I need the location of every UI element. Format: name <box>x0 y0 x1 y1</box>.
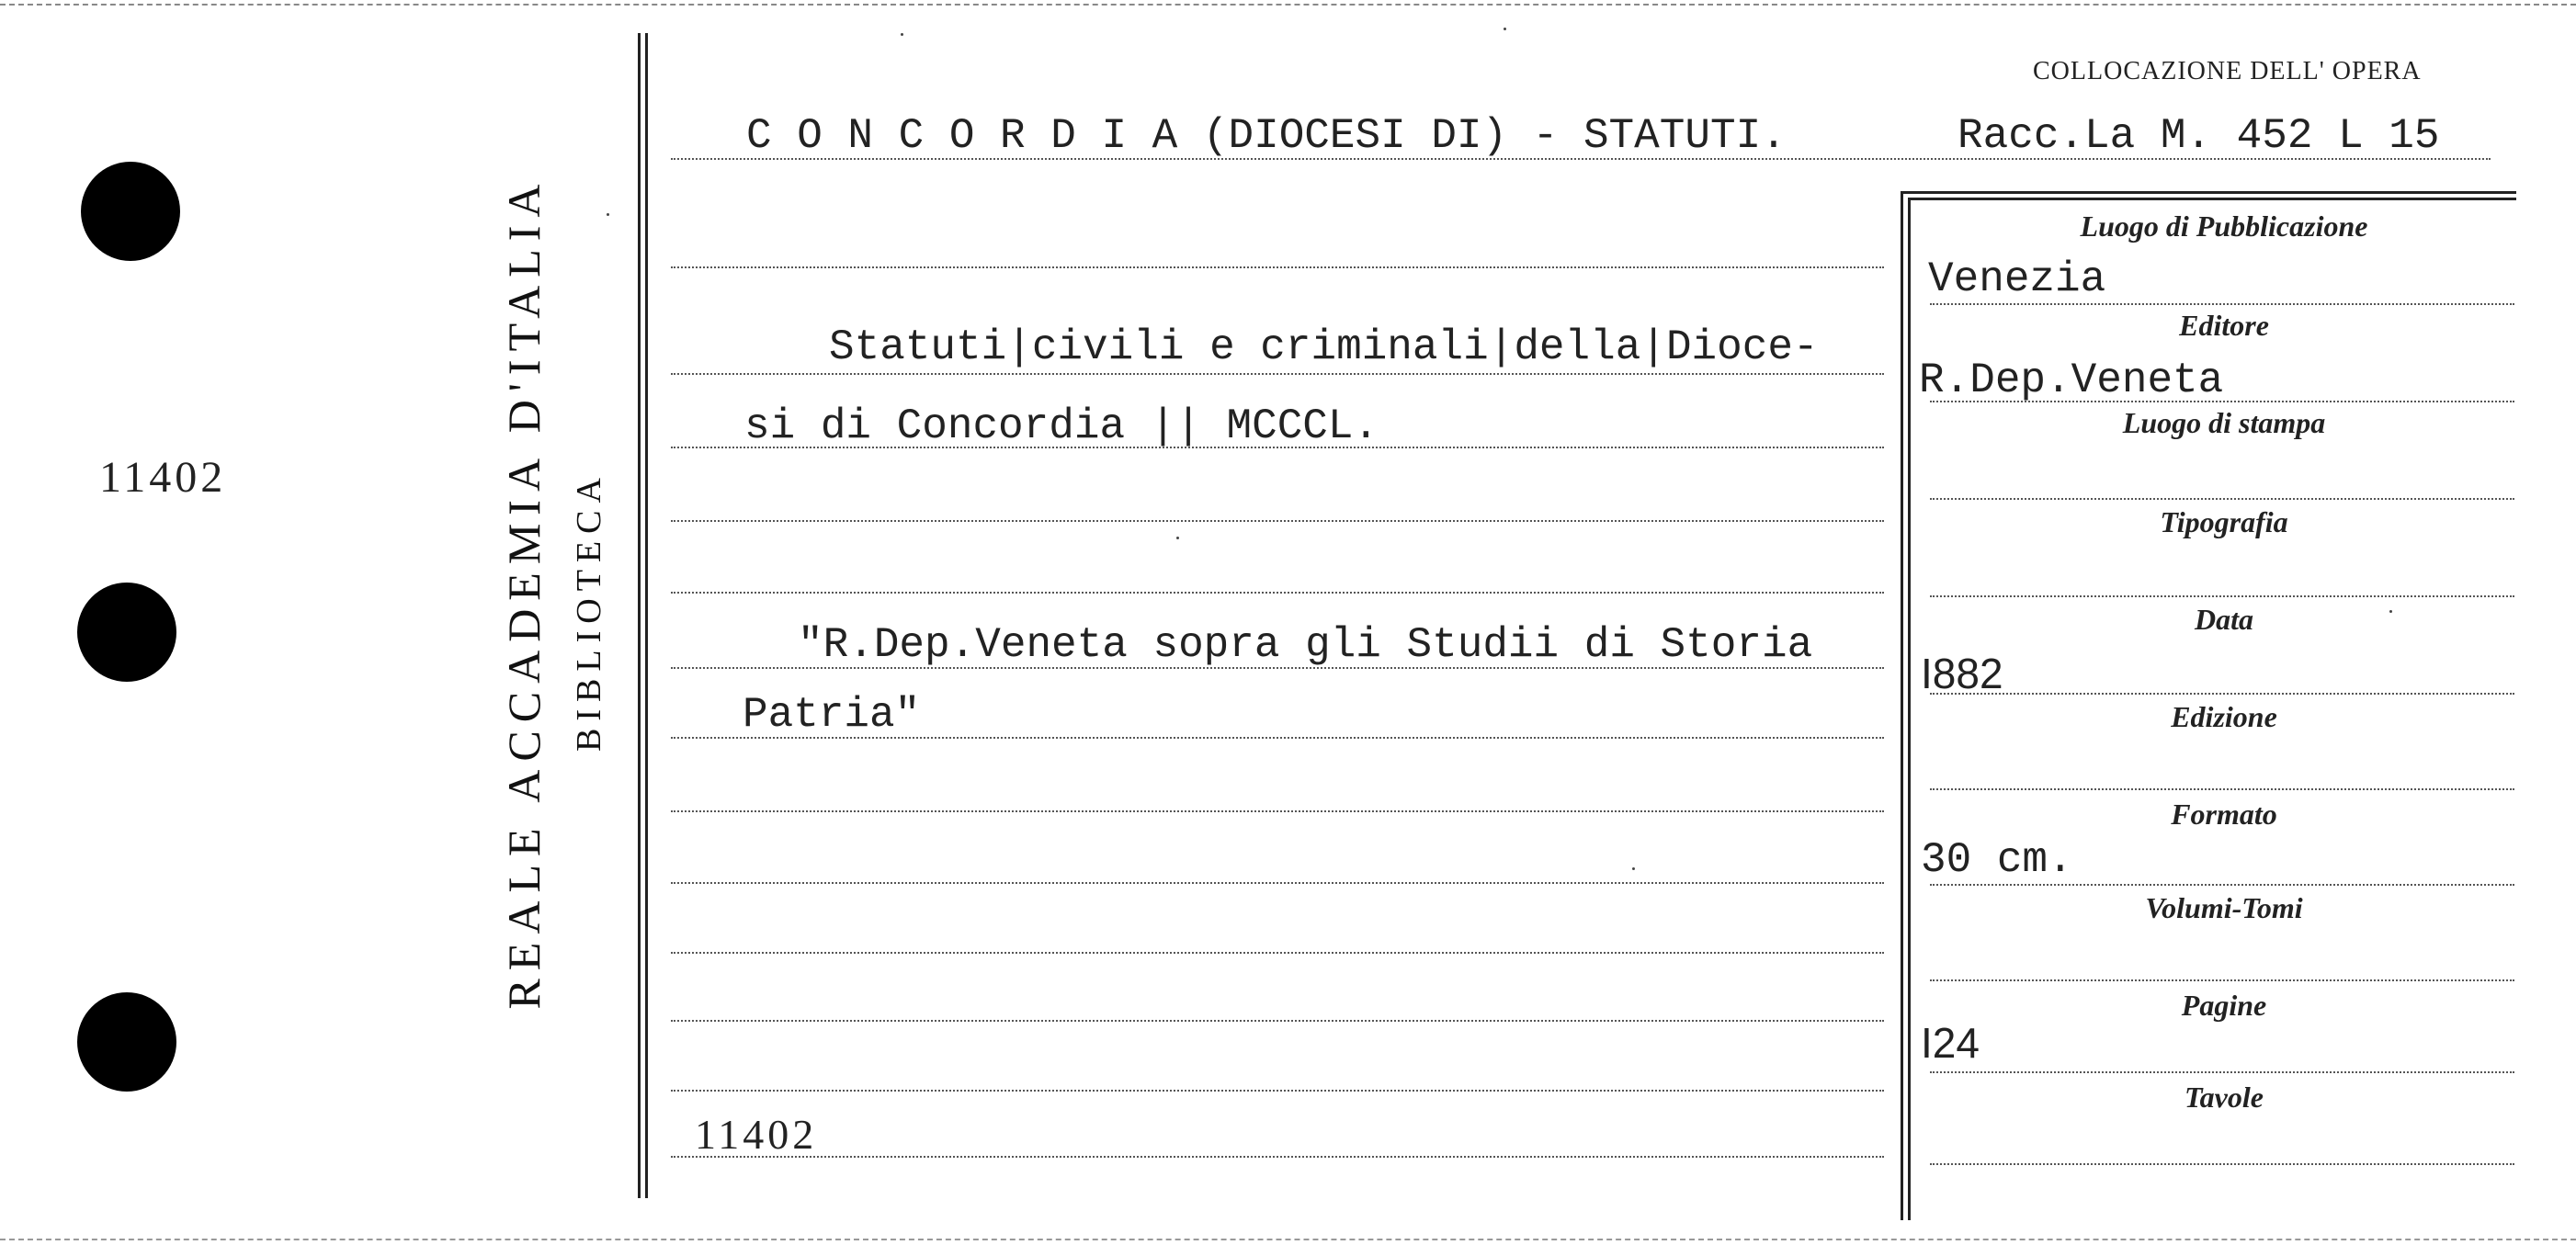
rline-4 <box>1930 595 2514 597</box>
line-13 <box>671 1090 1884 1092</box>
punch-hole-middle <box>77 583 176 682</box>
label-editore: Editore <box>2179 309 2269 342</box>
rline-7 <box>1930 884 2514 886</box>
series-line-2: Patria" <box>743 691 921 739</box>
rline-10 <box>1930 1163 2514 1165</box>
label-luogo-stampa: Luogo di stampa <box>2122 406 2326 439</box>
right-box-rule-b <box>1908 198 1911 1220</box>
title-line-2: si di Concordia || MCCCL. <box>744 402 1379 450</box>
line-9 <box>671 810 1884 812</box>
value-editore: R.Dep.Veneta <box>1919 357 2224 404</box>
rline-6 <box>1930 788 2514 790</box>
speck <box>1632 867 1635 870</box>
bottom-inventory-number: 11402 <box>695 1111 818 1158</box>
label-volumi-tomi: Volumi-Tomi <box>2145 891 2303 924</box>
title-line-1: Statuti|civili e criminali|della|Dioce- <box>829 323 1819 371</box>
punch-hole-top <box>81 162 180 261</box>
institution-vertical-label: REALE ACCADEMIA D'ITALIA <box>498 175 550 1010</box>
rline-3 <box>1930 498 2514 500</box>
value-pagine: I24 <box>1921 1019 1980 1067</box>
rline-2 <box>1930 401 2514 402</box>
rline-1 <box>1930 303 2514 305</box>
collocation-value: Racc.La M. 452 L 15 <box>1958 112 2440 160</box>
collocation-label: COLLOCAZIONE DELL' OPERA <box>2033 57 2422 85</box>
line-6 <box>671 592 1884 594</box>
bottom-edge-line <box>0 1239 2576 1240</box>
label-tavole: Tavole <box>2184 1081 2264 1114</box>
speck <box>1176 537 1179 539</box>
label-luogo-pubblicazione: Luogo di Pubblicazione <box>2080 209 2368 243</box>
heading-subject: C O N C O R D I A (DIOCESI DI) - STATUTI. <box>746 112 1787 160</box>
right-box-rule-a <box>1901 191 1903 1220</box>
series-line-1: "R.Dep.Veneta sopra gli Studii di Storia <box>798 621 1813 669</box>
rline-8 <box>1930 979 2514 981</box>
line-11 <box>671 952 1884 954</box>
line-10 <box>671 882 1884 884</box>
line-heading <box>671 158 2491 160</box>
line-3 <box>671 373 1884 375</box>
left-inventory-number: 11402 <box>99 453 227 502</box>
line-12 <box>671 1020 1884 1022</box>
speck <box>1504 28 1506 30</box>
speck <box>901 33 903 36</box>
top-edge-line <box>0 4 2576 6</box>
label-edizione: Edizione <box>2171 700 2277 733</box>
left-double-rule-a <box>638 33 641 1198</box>
left-double-rule-b <box>645 33 648 1198</box>
rline-5 <box>1930 693 2514 695</box>
label-tipografia: Tipografia <box>2160 505 2288 538</box>
speck <box>2389 610 2392 613</box>
right-box-top-a <box>1901 191 2516 194</box>
library-vertical-label: BIBLIOTECA <box>570 470 608 752</box>
line-5 <box>671 520 1884 522</box>
label-formato: Formato <box>2171 798 2277 831</box>
speck <box>607 213 609 216</box>
rline-9 <box>1930 1071 2514 1073</box>
punch-hole-bottom <box>77 992 176 1092</box>
value-luogo-pubblicazione: Venezia <box>1928 255 2106 303</box>
line-2 <box>671 266 1884 268</box>
label-data: Data <box>2195 603 2253 636</box>
line-14 <box>671 1156 1884 1158</box>
label-pagine: Pagine <box>2181 989 2267 1022</box>
right-box-top-b <box>1908 198 2516 200</box>
value-formato: 30 cm. <box>1921 836 2073 884</box>
value-data: I882 <box>1921 650 2003 697</box>
